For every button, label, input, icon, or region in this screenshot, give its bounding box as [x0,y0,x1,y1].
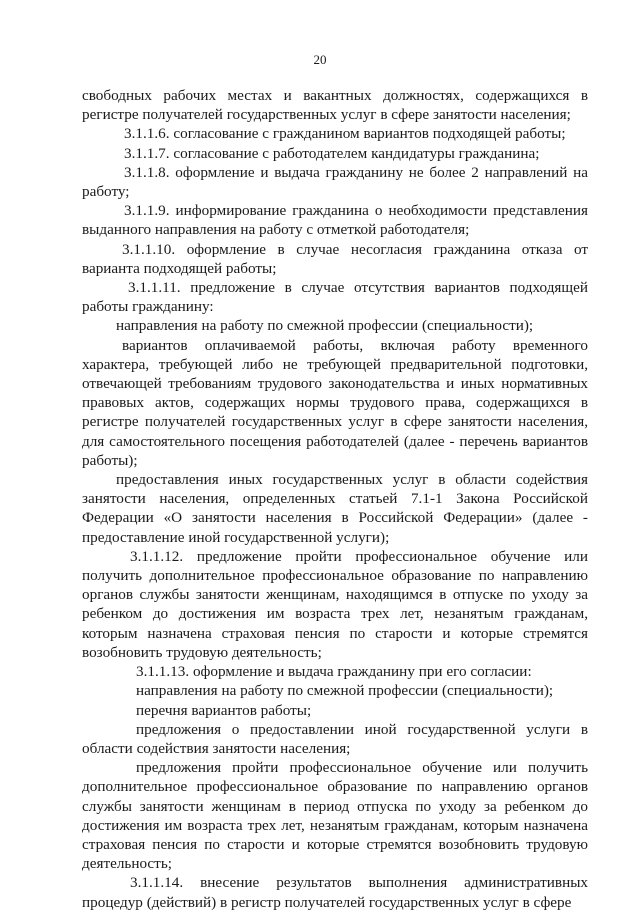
paragraph: 3.1.1.9. информирование гражданина о необходимости представления выданного направления на работу с отметкой работодателя; [82,202,588,239]
paragraph: перечня вариантов работы; [136,701,312,719]
paragraph: направления на работу по смежной профессии (специальности); [136,682,554,700]
paragraph: 3.1.1.10. оформление в случае несогласия гражданина отказа от варианта подходящей работы; [82,240,588,277]
paragraph: предложения о предоставлении иной государственной услуги в области содействия занятости населения; [82,720,588,757]
paragraph: предоставления иных государственных услуг в области содействия занятости населения, определенных статьей 7.1-1 Закона Российской Федерации «О занятости населения в Российской Федерации» (далее - предоставление иной государственной услуги); [82,471,588,546]
paragraph: свободных рабочих местах и вакантных должностях, содержащихся в регистре получателей государственных услуг в сфере занятости населения; [82,87,588,124]
paragraph: предложения пройти профессиональное обучение или получить дополнительное профессиональное образование по направлению органов службы занятости женщинам в период отпуска по уходу за ребенком до достижения им возраста трех лет, незанятым гражданам, которым назначена страховая пенсия по старости и которые стремятся возобновить трудовую деятельность; [82,759,588,873]
paragraph: 3.1.1.13. оформление и выдача гражданину при его согласии: [136,663,532,681]
paragraph: 3.1.1.7. согласование с работодателем кандидатуры гражданина; [124,144,540,162]
document-body [82,86,588,912]
paragraph: направления на работу по смежной профессии (специальности); [116,317,534,335]
paragraph: 3.1.1.12. предложение пройти профессиональное обучение или получить дополнительное профессиональное образование по направлению органов службы занятости женщинам, находящимся в отпуске по уходу за ребенком до достижения им возраста трех лет, незанятым гражданам, которым назначена страховая пенсия по старости и которые стремятся возобновить трудовую деятельность; [82,547,588,661]
paragraph: 3.1.1.11. предложение в случае отсутствия вариантов подходящей работы гражданину: [82,279,588,316]
paragraph: 3.1.1.6. согласование с гражданином вариантов подходящей работы; [124,125,566,143]
paragraph: 3.1.1.14. внесение результатов выполнения административных процедур (действий) в регистр получателей государственных услуг в сфере [82,874,588,911]
page-number: 20 [313,52,327,67]
paragraph: 3.1.1.8. оформление и выдача гражданину не более 2 направлений на работу; [82,163,588,201]
paragraph: вариантов оплачиваемой работы, включая работу временного характера, требующей либо не требующей предварительной подготовки, отвечающей требованиям трудового законодательства и иных нормативных правовых актов, содержащих нормы трудового права, содержащихся в регистре получателей государственных услуг в сфере занятости населения, для самостоятельного посещения работодателей (далее - перечень вариантов работы); [82,336,588,469]
